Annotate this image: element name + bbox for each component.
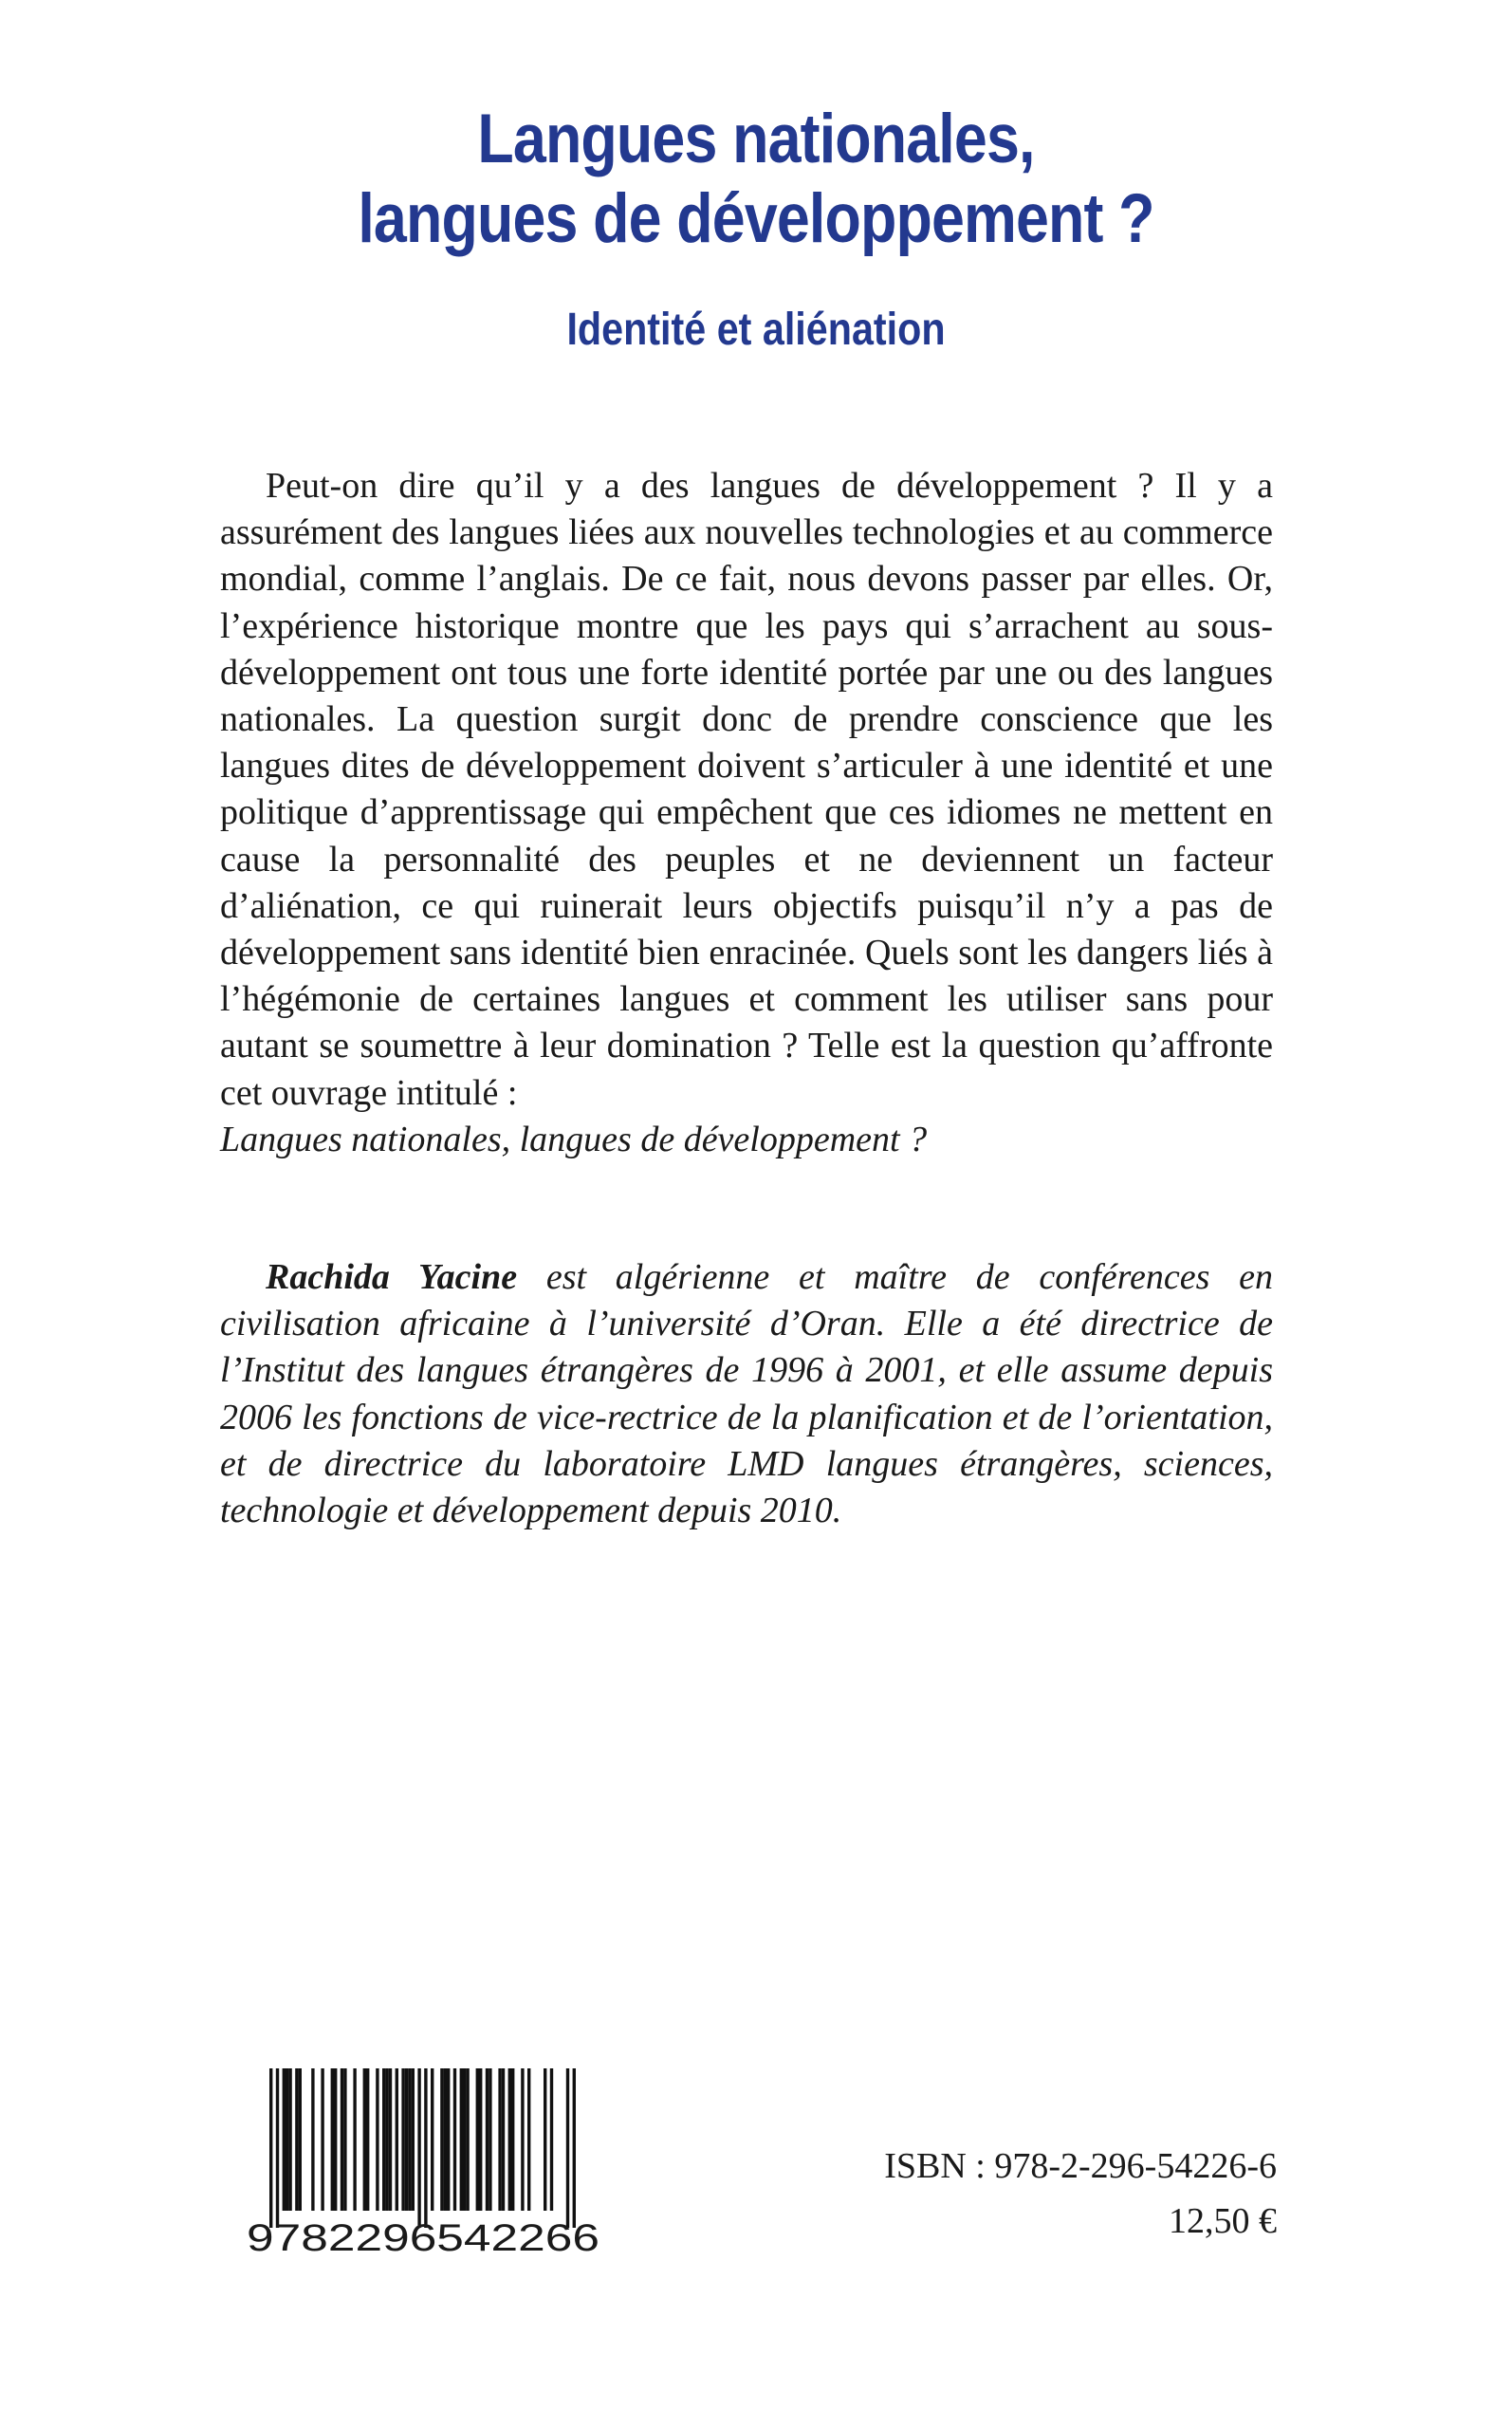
- barcode-bar: [440, 2068, 443, 2211]
- title-line-1: Langues nationales,: [477, 101, 1035, 177]
- barcode-bar: [334, 2068, 337, 2211]
- isbn-barcode: [243, 2065, 603, 2254]
- barcode-bar: [382, 2068, 385, 2211]
- barcode-bar: [286, 2068, 288, 2211]
- barcode-bar: [508, 2068, 511, 2211]
- author-bio-text: est algérienne et maître de conférences en civilisation africaine à l’université d’Oran. Elle a été directrice de l’Institut des langues étrangères de 1996 à 2001, et elle assume depuis 2006 les fonctions de vice-rectrice de la planification et de l’orientation, et de directrice du laboratoire LMD langues étrangères, sciences, technologie et développement depuis 2010.: [220, 1257, 1273, 1531]
- barcode-bar: [405, 2068, 408, 2211]
- book-title: [0, 100, 1512, 259]
- barcode-bar: [573, 2068, 576, 2228]
- barcode-bar: [466, 2068, 469, 2211]
- barcode-bar: [424, 2068, 427, 2228]
- barcode-bar: [408, 2068, 411, 2211]
- barcode-bar: [401, 2068, 404, 2211]
- barcode-bar: [489, 2068, 491, 2211]
- barcode-bar: [417, 2068, 420, 2228]
- barcode-bar: [341, 2068, 343, 2211]
- barcode-bar: [295, 2068, 298, 2211]
- barcode-bar: [283, 2068, 286, 2211]
- barcode-bar: [311, 2068, 314, 2211]
- barcode-bar: [479, 2068, 482, 2211]
- title-line-2: langues de développement ?: [358, 180, 1154, 257]
- barcode-bar: [412, 2068, 415, 2211]
- barcode-bar: [276, 2068, 279, 2228]
- barcode-bar: [447, 2068, 450, 2211]
- price: 12,50 €: [1169, 2201, 1277, 2241]
- barcode-bar: [460, 2068, 463, 2211]
- barcode-bar: [566, 2068, 569, 2228]
- barcode-bar: [476, 2068, 479, 2211]
- barcode-bar: [521, 2068, 524, 2211]
- summary-text: Peut-on dire qu’il y a des langues de développement ? Il y a assurément des langues liées aux nouvelles technologies et au commerce mondial, comme l’anglais. De ce fait, nous devons passer par elles. Or, l’expérience historique montre que les pays qui s’arrachent au sous-développement ont tous une forte identité portée par une ou des langues nationales. La question surgit donc de prendre conscience que les langues dites de développement doivent s’articuler à une identité et une politique d’apprentissage qui empêchent que ces idiomes ne mettent en cause la personnalité des peuples et ne deviennent un facteur d’aliénation, ce qui ruinerait leurs objectifs puisqu’il n’y a pas de développement sans identité bien enracinée. Quels sont les dangers liés à l’hégémonie de certaines langues et comment les utiliser sans pour autant se soumettre à leur domination ? Telle est la question qu’affronte cet ouvrage intitulé :: [220, 466, 1273, 1113]
- barcode-bar: [321, 2068, 323, 2211]
- barcode-bar: [288, 2068, 291, 2211]
- barcode-bar: [498, 2068, 501, 2211]
- barcode-bar: [385, 2068, 388, 2211]
- barcode-bar: [502, 2068, 505, 2211]
- isbn-number: ISBN : 978-2-296-54226-6: [884, 2146, 1277, 2186]
- barcode-bar: [269, 2068, 272, 2228]
- barcode-bar: [343, 2068, 346, 2211]
- barcode-bar: [527, 2068, 530, 2211]
- barcode-bar: [511, 2068, 514, 2211]
- barcode-bar: [463, 2068, 466, 2211]
- barcode-bar: [389, 2068, 392, 2211]
- author-name: Rachida Yacine: [266, 1257, 518, 1297]
- barcode-digits: 9782296542266: [247, 2217, 599, 2254]
- barcode-bar: [299, 2068, 302, 2211]
- barcode-bar: [353, 2068, 356, 2211]
- barcode-bar: [366, 2068, 369, 2211]
- summary-book-reference: Langues nationales, langues de développement ?: [220, 1119, 928, 1159]
- barcode-bar: [444, 2068, 447, 2211]
- barcode-bar: [396, 2068, 398, 2211]
- barcode-bar: [453, 2068, 456, 2211]
- summary-paragraph: [220, 463, 1273, 1163]
- barcode-bar: [363, 2068, 366, 2211]
- barcode-bar: [431, 2068, 433, 2211]
- author-bio-paragraph: [220, 1254, 1273, 1534]
- barcode-bar: [376, 2068, 378, 2211]
- barcode-bar: [331, 2068, 334, 2211]
- barcode-bar: [486, 2068, 489, 2211]
- book-subtitle: Identité et aliénation: [566, 305, 946, 355]
- barcode-bar: [550, 2068, 553, 2211]
- barcode-bar: [544, 2068, 546, 2211]
